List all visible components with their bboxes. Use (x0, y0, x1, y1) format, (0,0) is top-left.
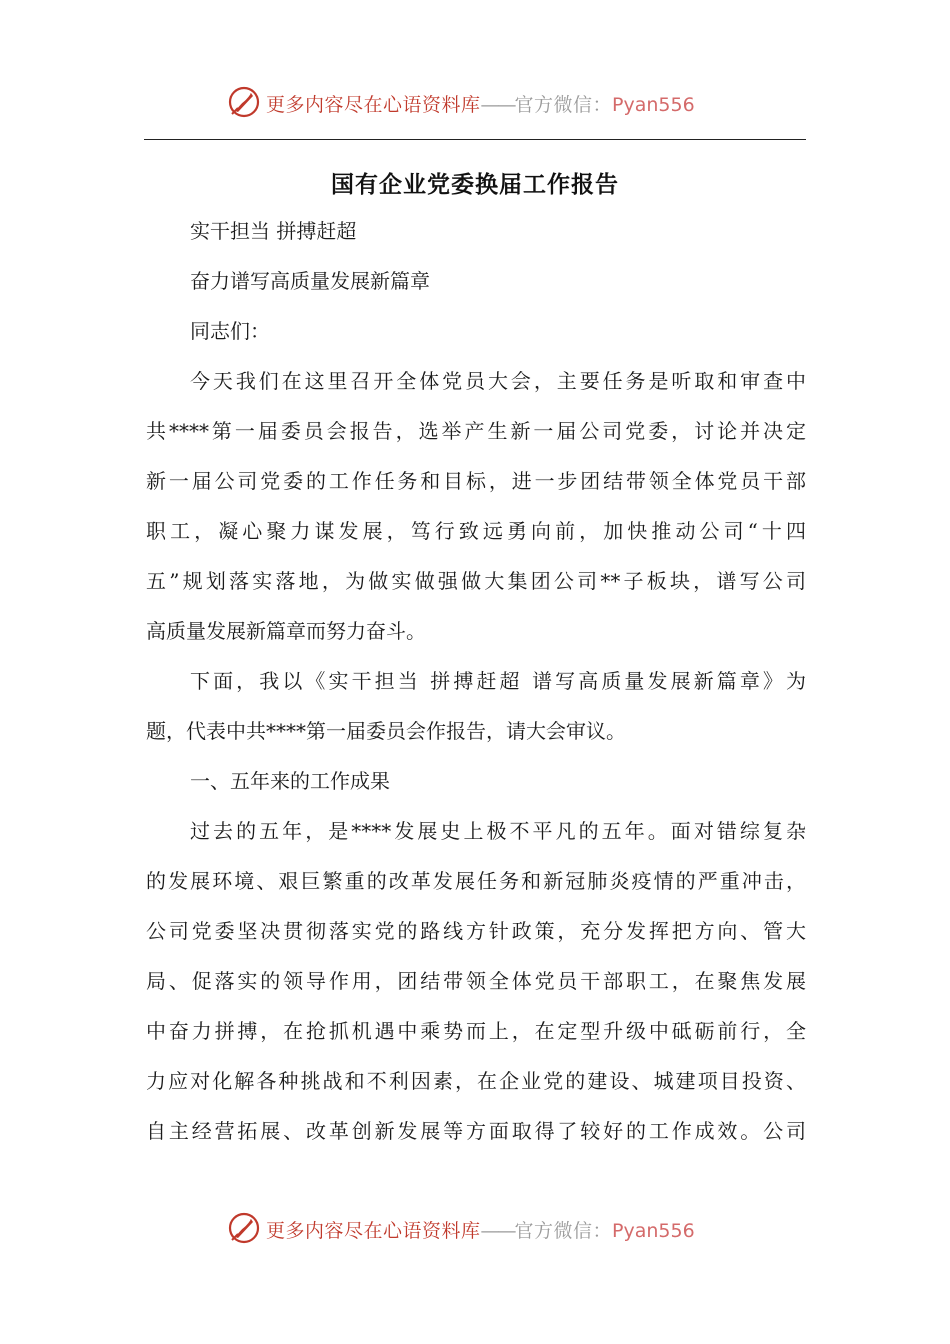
header-banner (0, 82, 950, 122)
paragraph-line: 今天我们在这里召开全体党员大会，主要任务是听取和审查中 (190, 369, 806, 393)
paragraph-line: 职工，凝心聚力谋发展，笃行致远勇向前，加快推动公司“十四 (146, 519, 806, 543)
document-title: 国有企业党委换届工作报告 (331, 172, 619, 198)
subtitle-line-2: 奋力谱写高质量发展新篇章 (190, 269, 430, 293)
banner-wechat-label: 官方微信： (514, 1220, 613, 1242)
banner-handle: Pyan556 (612, 1220, 695, 1242)
banner-dash: —— (480, 1220, 515, 1242)
paragraph-line: 公司党委坚决贯彻落实党的路线方针政策，充分发挥把方向、管大 (146, 919, 806, 943)
paragraph-line: 的发展环境、艰巨繁重的改革发展任务和新冠肺炎疫情的严重冲击， (146, 869, 806, 893)
banner-wechat-label: 官方微信： (514, 94, 613, 116)
paragraph-line: 中奋力拼搏，在抢抓机遇中乘势而上，在定型升级中砥砺前行，全 (146, 1019, 806, 1043)
paragraph-line: 局、促落实的领导作用，团结带领全体党员干部职工，在聚焦发展 (146, 969, 806, 993)
paragraph-line: 高质量发展新篇章而努力奋斗。 (146, 619, 426, 643)
quill-logo-icon (226, 84, 262, 120)
paragraph-line: 新一届公司党委的工作任务和目标，进一步团结带领全体党员干部 (146, 469, 806, 493)
banner-dash: —— (480, 94, 515, 116)
paragraph-line: 力应对化解各种挑战和不利因素，在企业党的建设、城建项目投资、 (146, 1069, 806, 1093)
salutation: 同志们： (190, 319, 270, 343)
paragraph-line: 自主经营拓展、改革创新发展等方面取得了较好的工作成效。公司 (146, 1119, 806, 1143)
paragraph-line: 过去的五年，是****发展史上极不平凡的五年。面对错综复杂 (190, 819, 806, 843)
footer-banner (0, 1208, 950, 1248)
banner-brand: 更多内容尽在心语资料库 (266, 1220, 481, 1242)
quill-logo-icon (226, 1210, 262, 1246)
header-divider (144, 139, 806, 140)
subtitle-line-1: 实干担当 拼搏赶超 (190, 219, 357, 243)
banner-brand: 更多内容尽在心语资料库 (266, 94, 481, 116)
paragraph-line: 共****第一届委员会报告，选举产生新一届公司党委，讨论并决定 (146, 419, 806, 443)
section-heading: 一、五年来的工作成果 (190, 769, 390, 793)
paragraph-line: 题，代表中共****第一届委员会作报告，请大会审议。 (146, 719, 626, 743)
paragraph-line: 五”规划落实落地，为做实做强做大集团公司**子板块，谱写公司 (146, 569, 806, 593)
banner-text (266, 1216, 695, 1243)
banner-text (266, 90, 695, 117)
banner-handle: Pyan556 (612, 94, 695, 116)
paragraph-line: 下面，我以《实干担当 拼搏赶超 谱写高质量发展新篇章》为 (190, 669, 806, 693)
